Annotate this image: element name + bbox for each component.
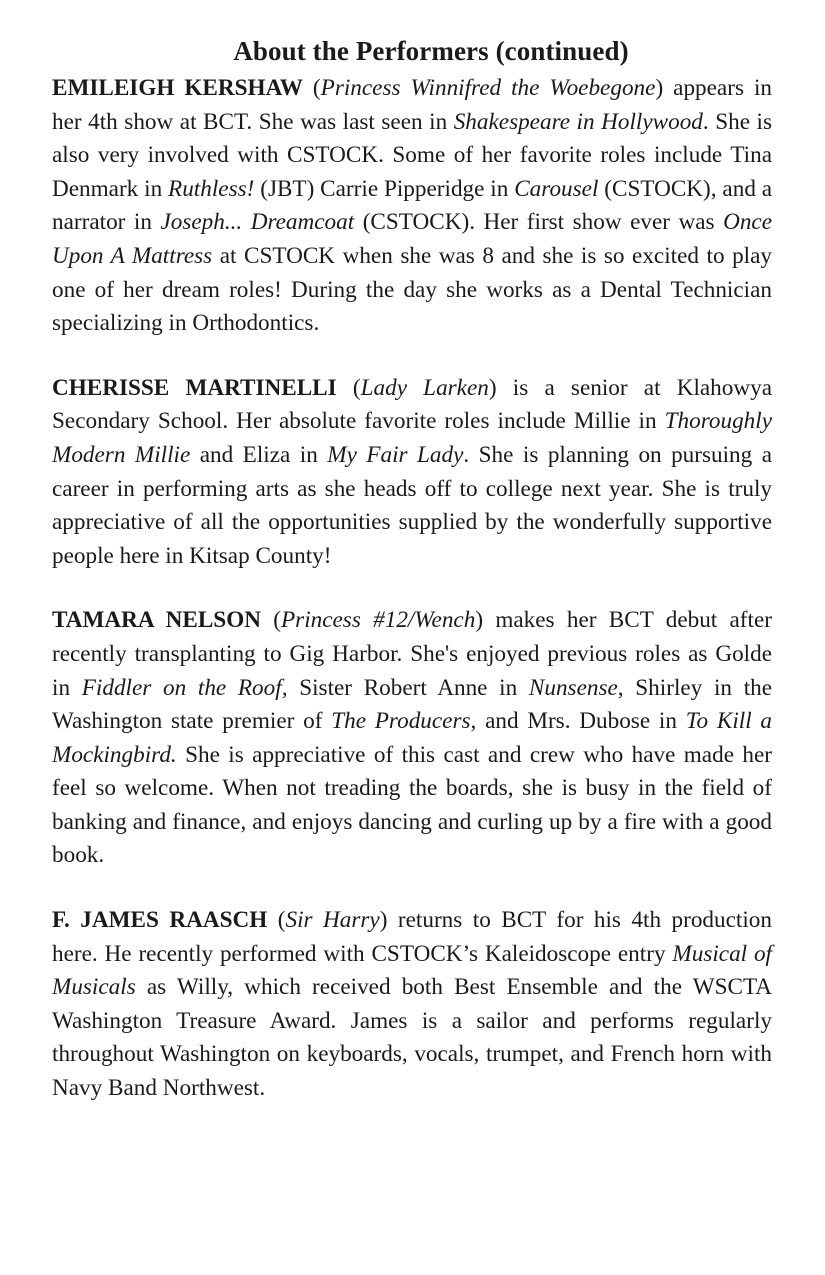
bio-cherisse-martinelli: CHERISSE MARTINELLI (Lady Larken) is a senior at Klahowya Secondary School. Her absolute favorite roles include Millie in Thoroughly Modern Millie and Eliza in My Fair Lady. She is planning on pursuing a career in performing arts as she heads off to college next year. She is truly appreciative of all the opportunities supplied by the wonderfully supportive people here in Kitsap County!: [52, 374, 772, 569]
show-title: Joseph... Dreamcoat: [160, 209, 355, 236]
bio-text: and Eliza in: [199, 441, 318, 468]
role-name: Princess Winnifred the Woebegone: [320, 75, 656, 101]
bio-emileigh-kershaw: EMILEIGH KERSHAW (Princess Winnifred the Woebegone) appears in her 4th show at BCT. She was last seen in Shakespeare in Hollywood. She is also very involved with CSTOCK. Some of her favorite roles include Tina Denmark in Ruthless! (JBT) Carrie Pipperidge in Carousel (CSTOCK), and a narrator in Joseph... Dreamcoat (CSTOCK). Her first show ever was Once Upon A Mattress at CSTOCK when she was 8 and she is so excited to play one of her dream roles! During the day she works as a Dental Technician specializing in Orthodontics.: [52, 75, 773, 337]
bio-text: as Willy, which received both Best Ensemble and the WSCTA Washington Treasure Award. James is a sailor and performs regularly throughout Washington on keyboards, vocals, trumpet, and French horn with Navy Band Northwest.: [52, 974, 773, 1102]
show-title: To Kill a Mockingbird.: [52, 708, 773, 768]
role-name: Sir Harry: [285, 907, 380, 934]
role-name: Princess #12/Wench: [281, 607, 476, 634]
show-title: The Producers: [331, 708, 471, 735]
show-title: Nunsense: [528, 674, 618, 701]
bio-f-james-raasch: F. JAMES RAASCH (Sir Harry) returns to BCT for his 4th production here. He recently performed with CSTOCK’s Kaleidoscope entry Musical of Musicals as Willy, which received both Best Ensemble and the WSCTA Washington Treasure Award. James is a sailor and performs regularly throughout Washington on keyboards, vocals, trumpet, and French horn with Navy Band Northwest.: [52, 907, 773, 1102]
show-title: Musical of Musicals: [52, 940, 772, 1001]
bio-text: (CSTOCK). Her first show ever was: [362, 209, 715, 236]
page-title: About the Performers (continued): [233, 36, 629, 66]
show-title: My Fair Lady: [327, 441, 464, 468]
bio-text: at CSTOCK when she was 8 and she is so excited to play one of her dream roles! During the day she works as a Dental Technician specializing in Orthodontics.: [52, 242, 772, 337]
bio-text: returns to BCT for his 4th production here. He recently performed with CSTOCK’s Kaleidoscope entry: [52, 907, 772, 967]
bio-text: Sister Robert Anne in: [299, 674, 518, 701]
bio-text: (CSTOCK), and a narrator in: [52, 175, 773, 236]
performer-name: TAMARA NELSON: [52, 607, 261, 634]
bio-text: appears in her 4th show at BCT. She was last seen in: [52, 75, 772, 135]
show-title: Ruthless!: [168, 175, 255, 202]
bio-text: , and Mrs. Dubose in: [470, 708, 677, 735]
show-title: Fiddler on the Roof,: [81, 674, 288, 701]
bio-text: She is appreciative of this cast and crew who have made her feel so welcome. When not treading the boards, she is busy in the field of banking and finance, and enjoys dancing and curling up by a fire with a good book.: [52, 741, 772, 869]
role-name: Lady Larken: [360, 374, 489, 401]
bio-tamara-nelson: TAMARA NELSON (Princess #12/Wench) makes her BCT debut after recently transplanting to Gig Harbor. She's enjoyed previous roles as Golde in Fiddler on the Roof, Sister Robert Anne in Nunsense, Shirley in the Washington state premier of The Producers, and Mrs. Dubose in To Kill a Mockingbird. She is appreciative of this cast and crew who have made her feel so welcome. When not treading the boards, she is busy in the field of banking and finance, and enjoys dancing and curling up by a fire with a good book.: [52, 607, 773, 869]
show-title: Shakespeare in Hollywood: [453, 108, 703, 135]
performer-name: F. JAMES RAASCH: [52, 907, 268, 934]
bio-text: (JBT) Carrie Pipperidge in: [260, 175, 509, 202]
show-title: Thoroughly Modern Millie: [52, 408, 772, 468]
performer-name: CHERISSE MARTINELLI: [52, 374, 337, 401]
show-title: Once Upon A Mattress: [52, 209, 773, 269]
bio-text: . She is also very involved with CSTOCK. Some of her favorite roles include Tina Denmark in: [52, 108, 772, 202]
bio-text: makes her BCT debut after recently transplanting to Gig Harbor. She's enjoyed previous roles as Golde in: [52, 607, 772, 701]
bio-text: . She is planning on pursuing a career in performing arts as she heads off to college next year. She is truly appreciative of all the opportunities supplied by the wonderfully supportive people here in Kitsap County!: [52, 441, 772, 569]
performer-name: EMILEIGH KERSHAW: [52, 75, 303, 101]
bio-text: , Shirley in the Washington state premier of: [52, 674, 773, 735]
bio-text: is a senior at Klahowya Secondary School. Her absolute favorite roles include Millie in: [52, 374, 772, 435]
show-title: Carousel: [514, 175, 599, 202]
program-page: [52, 30, 772, 1106]
